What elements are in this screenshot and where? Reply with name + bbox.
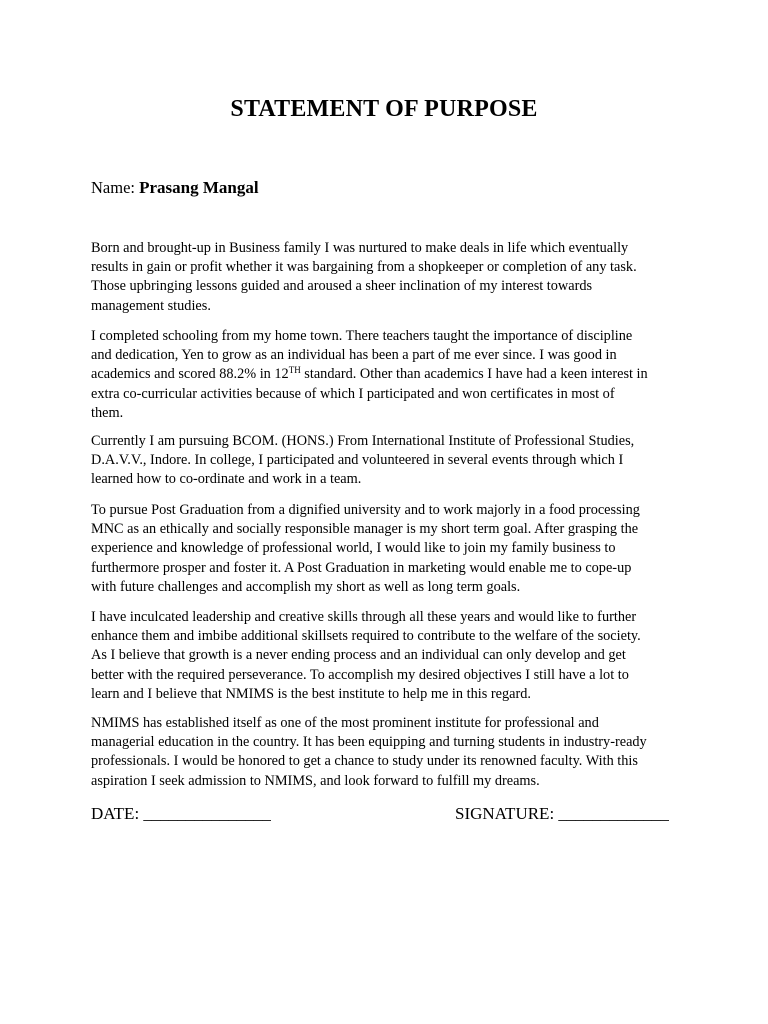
paragraph-line: experience and knowledge of professional world, I would like to join my family business to: [91, 540, 616, 557]
paragraph-line: extra co-curricular activities because of which I participated and won certificates in most of: [91, 385, 615, 402]
date-field: DATE: _______________: [91, 804, 271, 823]
paragraph-line: managerial education in the country. It has been equipping and turning students in industry-ready: [91, 734, 647, 751]
paragraph-skills: [91, 608, 691, 704]
paragraph-line: Those upbringing lessons guided and aroused a sheer inclination of my interest towards: [91, 278, 593, 295]
paragraph-line: aspiration I seek admission to NMIMS, and look forward to fulfill my dreams.: [91, 772, 540, 789]
paragraph-line: MNC as an ethically and socially responsible manager is my short term goal. After grasping the: [91, 521, 639, 538]
paragraph-line: professionals. I would be honored to get a chance to study under its renowned faculty. With this: [91, 753, 638, 770]
paragraph-line: and dedication, Yen to grow as an individual has been a part of me ever since. I was good in: [91, 347, 617, 364]
paragraph-line: As I believe that growth is a never ending process and an individual can only develop and get: [91, 647, 626, 664]
paragraph-upbringing: [91, 239, 691, 316]
name-label: Name:: [91, 178, 135, 197]
paragraph-college: [91, 432, 691, 490]
paragraph-line: I completed schooling from my home town. There teachers taught the importance of discipline: [91, 328, 633, 344]
document-title: STATEMENT OF PURPOSE: [230, 96, 538, 122]
line-text: academics and scored 88.2% in 12: [91, 366, 289, 383]
paragraph-line: learn and I believe that NMIMS is the best institute to help me in this regard.: [91, 685, 531, 702]
paragraph-line: D.A.V.V., Indore. In college, I participated and volunteered in several events through which I: [91, 452, 624, 469]
paragraph-line: [91, 365, 691, 384]
paragraph-line: Currently I am pursuing BCOM. (HONS.) From International Institute of Professional Studies,: [91, 433, 635, 449]
line-text: standard. Other than academics I have had a keen interest in: [300, 366, 648, 383]
paragraph-line: To pursue Post Graduation from a dignified university and to work majorly in a food processing: [91, 502, 640, 518]
paragraph-line: NMIMS has established itself as one of the most prominent institute for professional and: [91, 715, 599, 731]
paragraph-line: furthermore prosper and foster it. A Post Graduation in marketing would enable me to cope-up: [91, 559, 632, 576]
signature-field: SIGNATURE: _____________: [455, 804, 669, 823]
paragraph-nmims: [91, 714, 691, 791]
name-line: [91, 177, 259, 199]
paragraph-line: learned how to co-ordinate and work in a team.: [91, 471, 362, 488]
paragraph-line: management studies.: [91, 297, 211, 314]
paragraph-schooling: [91, 327, 691, 423]
paragraph-line: I have inculcated leadership and creative skills through all these years and would like to further: [91, 609, 637, 625]
paragraph-line: better with the required perseverance. To accomplish my desired objectives I still have a lot to: [91, 666, 629, 683]
paragraph-line: them.: [91, 404, 124, 421]
paragraph-line: enhance them and imbibe additional skillsets required to contribute to the welfare of the society.: [91, 628, 641, 645]
superscript: TH: [288, 365, 301, 376]
paragraph-line: Born and brought-up in Business family I was nurtured to make deals in life which eventually: [91, 240, 629, 256]
paragraph-line: results in gain or profit whether it was bargaining from a shopkeeper or completion of any task.: [91, 259, 637, 276]
paragraph-goals: [91, 501, 691, 597]
paragraph-line: with future challenges and accomplish my short as well as long term goals.: [91, 578, 521, 595]
name-value: Prasang Mangal: [139, 178, 259, 197]
